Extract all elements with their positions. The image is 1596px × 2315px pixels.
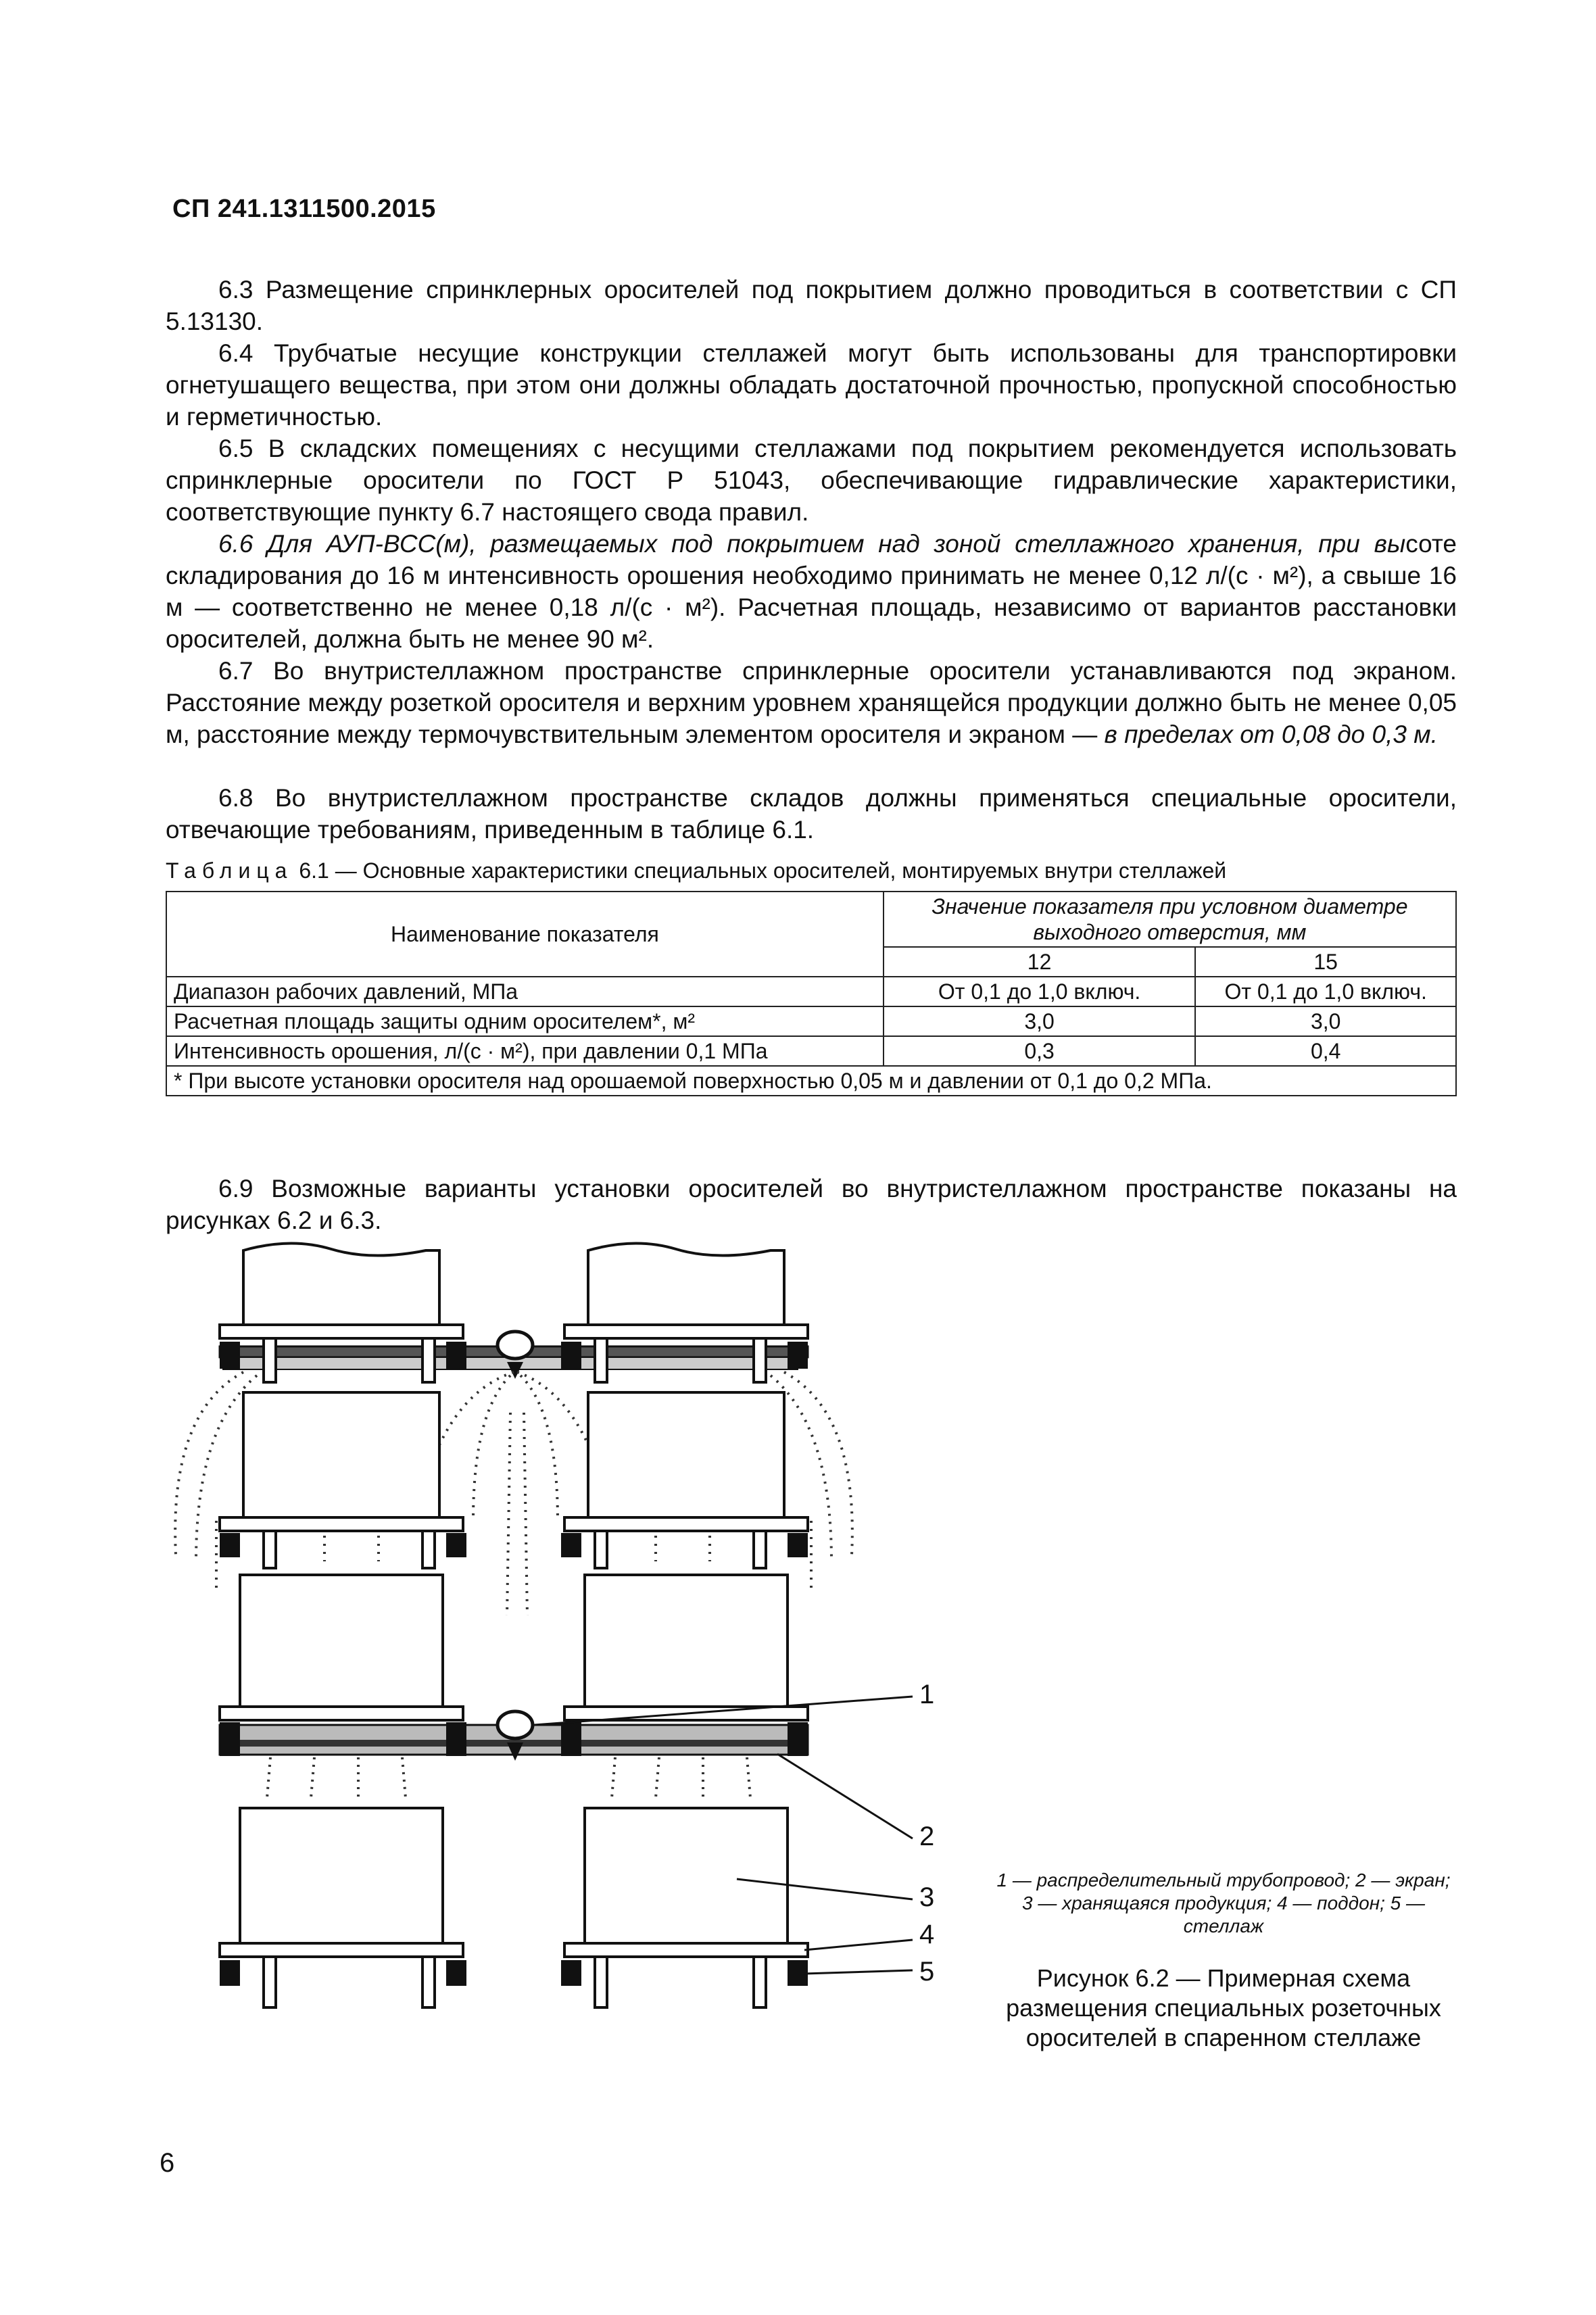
pallet (220, 1943, 463, 1957)
table-row (166, 1006, 1456, 1036)
header-name-cell: Наименование показателя (166, 892, 884, 977)
table-row (166, 977, 1456, 1006)
product-box (240, 1808, 443, 1943)
figure-label-3: 3 (919, 1882, 935, 1912)
product-box-top-right (588, 1243, 784, 1325)
spec-table (166, 891, 1457, 1096)
col-12-header: 12 (884, 947, 1196, 977)
figure-label-4: 4 (919, 1920, 935, 1949)
product-box (585, 1808, 788, 1943)
figure-6-2-diagram (155, 1237, 994, 2068)
pallet (564, 1325, 808, 1338)
row-name: Расчетная площадь защиты одним оросителем*, м² (166, 1006, 884, 1036)
paragraph-6-7-italic: в пределах от 0,08 до 0,3 м. (1104, 721, 1438, 748)
figure-label-1: 1 (919, 1680, 935, 1709)
row-name: Интенсивность орошения, л/(с · м²), при давлении 0,1 МПа (166, 1036, 884, 1066)
row-value-12: От 0,1 до 1,0 включ. (884, 977, 1196, 1006)
paragraph-6-6 (166, 528, 1457, 655)
pallet (220, 1707, 463, 1720)
spray-pattern (267, 1757, 750, 1798)
row-value-15: От 0,1 до 1,0 включ. (1195, 977, 1456, 1006)
col-15-header: 15 (1195, 947, 1456, 977)
table-caption (166, 858, 1226, 883)
table-footnote-row (166, 1066, 1456, 1096)
product-box (585, 1575, 788, 1707)
rack-brackets (220, 1960, 808, 1986)
figure-legend: 1 — распределительный трубопровод; 2 — экран; 3 — хранящаяся продукция; 4 — поддон; 5 — стеллаж (996, 1870, 1451, 1936)
paragraph-6-6-text: соте складирования до 16 м интенсивность орошения необходимо принимать не менее 0,12 л/(с · м²), а свыше 16 м — соответственно не менее 0,18 л/(с · м²). Расчетная площадь, независимо от вариантов расстановки оросителей, должна быть не менее 90 м². (166, 530, 1457, 653)
page-number: 6 (160, 2148, 175, 2178)
paragraph-6-6-italic: 6.6 Для АУП-ВСС(м), размещаемых под покрытием над зоной стеллажного хранения, при вы (218, 530, 1406, 558)
table-footnote: * При высоте установки оросителя над орошаемой поверхностью 0,05 м и давлении от 0,1 до 0,2 МПа. (166, 1066, 1456, 1096)
paragraph-6-7 (166, 655, 1457, 750)
document-code-header: СП 241.1311500.2015 (172, 195, 436, 223)
paragraph-6-4: 6.4 Трубчатые несущие конструкции стеллажей могут быть использованы для транспортировки огнетушащего вещества, при этом они должны обладать достаточной прочностью, пропускной способностью и герметичностью. (166, 339, 1457, 431)
pallet (564, 1517, 808, 1531)
row-value-15: 3,0 (1195, 1006, 1456, 1036)
row-value-12: 3,0 (884, 1006, 1196, 1036)
sprinkler (498, 1711, 533, 1738)
rack-legs (264, 1957, 766, 2007)
paragraph-6-5: 6.5 В складских помещениях с несущими стеллажами под покрытием рекомендуется использовать спринклерные оросители по ГОСТ Р 51043, обеспечивающие гидравлические характеристики, соответствующие пункту 6.7 настоящего свода правил. (166, 435, 1457, 526)
figure-caption: Рисунок 6.2 — Примерная схема размещения специальных розеточных оросителей в спаренном стеллаже (1006, 1964, 1441, 2051)
rack-brackets (220, 1533, 808, 1557)
paragraph-6-9: 6.9 Возможные варианты установки оросителей во внутристеллажном пространстве показаны на рисунках 6.2 и 6.3. (166, 1175, 1457, 1234)
pallet (220, 1517, 463, 1531)
table-row (166, 1036, 1456, 1066)
product-box (588, 1392, 784, 1517)
product-box (243, 1392, 439, 1517)
pallet (220, 1325, 463, 1338)
row-name: Диапазон рабочих давлений, МПа (166, 977, 884, 1006)
table-caption-text: 6.1 — Основные характеристики специальных оросителей, монтируемых внутри стеллажей (299, 858, 1227, 883)
row-value-12: 0,3 (884, 1036, 1196, 1066)
table-caption-label: Таблица (166, 858, 293, 883)
product-box (240, 1575, 443, 1707)
paragraph-6-7-text: 6.7 Во внутристеллажном пространстве спринклерные оросители устанавливаются под экраном. Расстояние между розеткой оросителя и верхним уровнем хранящейся продукции должно быть не менее 0,05 м, расстояние между термочувствительным элементом оросителя и экраном — (166, 657, 1457, 748)
table-header-row (166, 892, 1456, 947)
figure-label-5: 5 (919, 1957, 935, 1987)
figure-label-2: 2 (919, 1822, 935, 1851)
header-value-cell: Значение показателя при условном диаметре выходного отверстия, мм (884, 892, 1456, 947)
sprinkler (498, 1332, 533, 1359)
pallet (564, 1943, 808, 1957)
figure-labels (919, 1680, 934, 1987)
product-box-top-left (243, 1243, 439, 1325)
paragraph-6-8: 6.8 Во внутристеллажном пространстве складов должны применяться специальные оросители, отвечающие требованиям, приведенным в таблице 6.1. (166, 784, 1457, 844)
paragraph-6-3: 6.3 Размещение спринклерных оросителей под покрытием должно проводиться в соответствии с СП 5.13130. (166, 276, 1457, 335)
row-value-15: 0,4 (1195, 1036, 1456, 1066)
